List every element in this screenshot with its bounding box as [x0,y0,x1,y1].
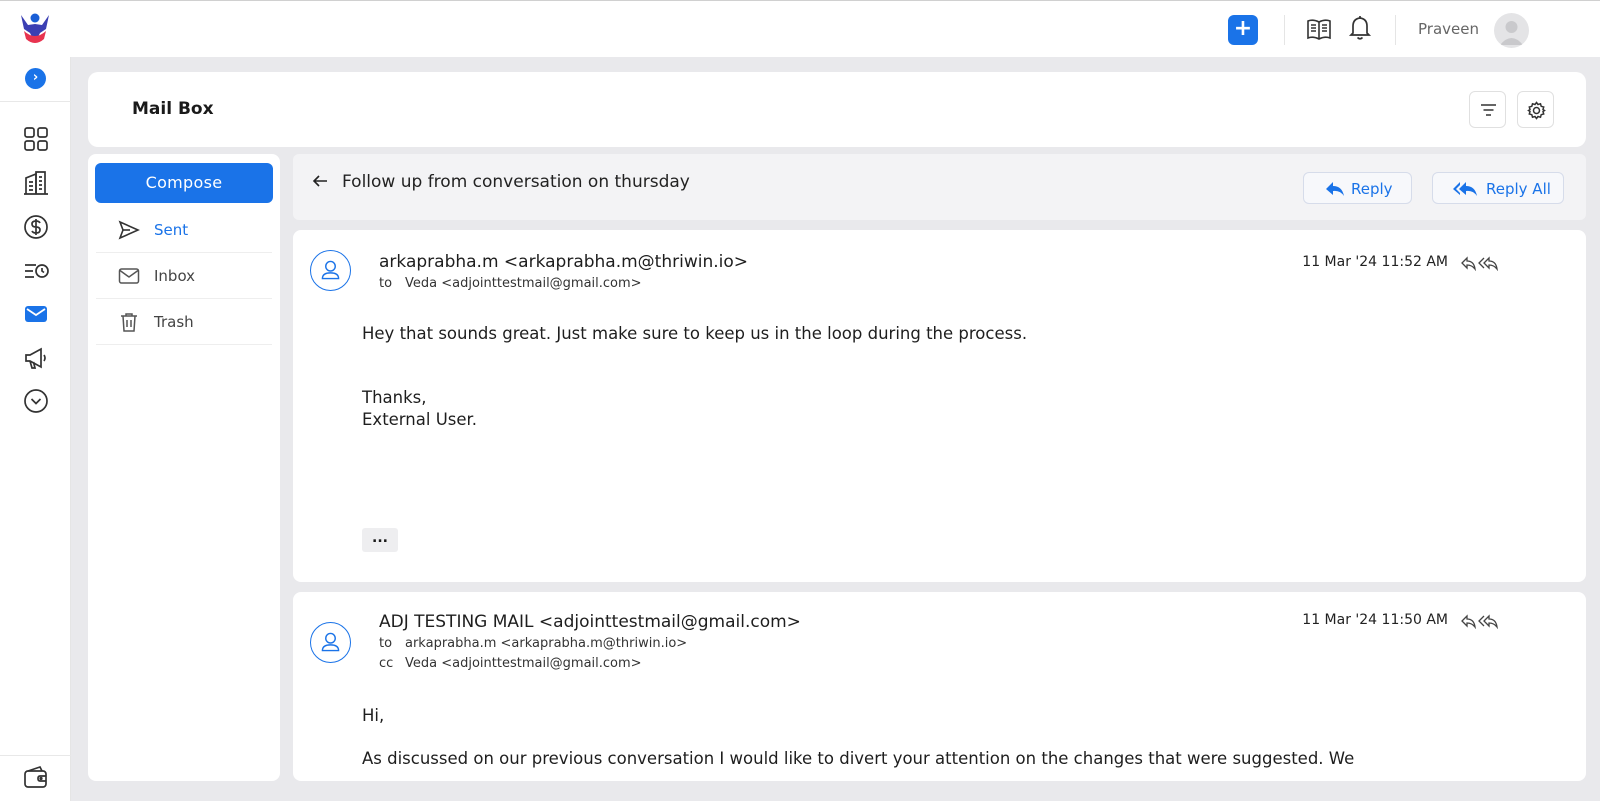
timestamp: 11 Mar '24 11:52 AM [1302,254,1448,270]
megaphone-icon[interactable] [22,344,50,372]
folder-label: Sent [154,221,189,239]
reply-actions-icon[interactable] [1460,255,1500,271]
cc-line [379,656,642,671]
recipient-line [379,276,642,291]
reply-all-label: Reply All [1486,180,1551,198]
folder-inbox[interactable] [96,253,272,299]
back-arrow-icon[interactable] [311,172,329,190]
to-key: to [379,276,393,291]
expand-sidebar-button[interactable]: › [25,68,46,89]
wallet-icon[interactable] [22,763,50,791]
to-key: to [379,636,393,651]
book-icon[interactable] [1306,17,1332,41]
recipient-line [379,636,687,651]
message-card [293,592,1586,781]
settings-button[interactable] [1517,91,1554,128]
bell-icon[interactable] [1348,14,1372,42]
dashboard-icon[interactable] [22,125,50,153]
divider [1284,15,1285,45]
recipient: arkaprabha.m <arkaprabha.m@thriwin.io> [405,636,688,651]
send-icon [118,219,140,241]
list-clock-icon[interactable] [22,257,50,285]
top-bar [0,0,1600,57]
reply-actions-icon[interactable] [1460,613,1500,629]
reply-label: Reply [1351,180,1393,198]
folder-label: Trash [154,313,194,331]
cc-key: cc [379,656,394,671]
sender: arkaprabha.m <arkaprabha.m@thriwin.io> [379,252,749,272]
message-card [293,230,1586,582]
filter-icon [1470,92,1507,129]
folder-trash[interactable] [96,299,272,345]
left-rail [0,57,71,801]
trash-icon [118,311,140,333]
timestamp: 11 Mar '24 11:50 AM [1302,612,1448,628]
show-trimmed-button[interactable]: ... [362,528,398,552]
user-icon [310,250,351,291]
folder-sent[interactable] [96,207,272,253]
app-logo[interactable] [18,11,52,47]
add-button[interactable]: + [1228,15,1258,45]
chevron-down-circle-icon[interactable] [22,387,50,415]
dollar-icon[interactable] [22,213,50,241]
cc-recipient: Veda <adjointtestmail@gmail.com> [405,656,642,671]
sender: ADJ TESTING MAIL <adjointtestmail@gmail.com> [379,612,801,632]
body-text: Thanks, [362,388,427,407]
reply-button[interactable] [1303,172,1412,204]
folder-panel [88,154,280,781]
thread-subject: Follow up from conversation on thursday [342,172,690,192]
filter-button[interactable] [1469,91,1506,128]
reply-icon [1324,179,1346,199]
thread-header [293,154,1586,220]
folder-label: Inbox [154,267,196,285]
user-name[interactable]: Praveen [1418,20,1479,38]
building-icon[interactable] [22,169,50,197]
divider [1395,15,1396,45]
mail-icon[interactable] [22,300,50,328]
body-text: Hi, [362,706,385,725]
body-text: Hey that sounds great. Just make sure to keep us in the loop during the process. [362,324,1028,343]
divider [0,755,71,756]
page-title: Mail Box [132,99,214,119]
compose-button[interactable]: Compose [95,163,273,203]
avatar[interactable] [1494,13,1529,48]
reply-all-icon [1453,179,1479,199]
divider [0,101,71,102]
body-text: External User. [362,410,478,429]
envelope-icon [118,265,140,287]
recipient: Veda <adjointtestmail@gmail.com> [405,276,642,291]
user-icon [310,622,351,663]
body-text: As discussed on our previous conversation I would like to divert your attention on the changes that were suggested. We [362,749,1355,768]
reply-all-button[interactable] [1432,172,1564,204]
gear-icon [1518,92,1555,129]
mailbox-header [88,72,1586,147]
